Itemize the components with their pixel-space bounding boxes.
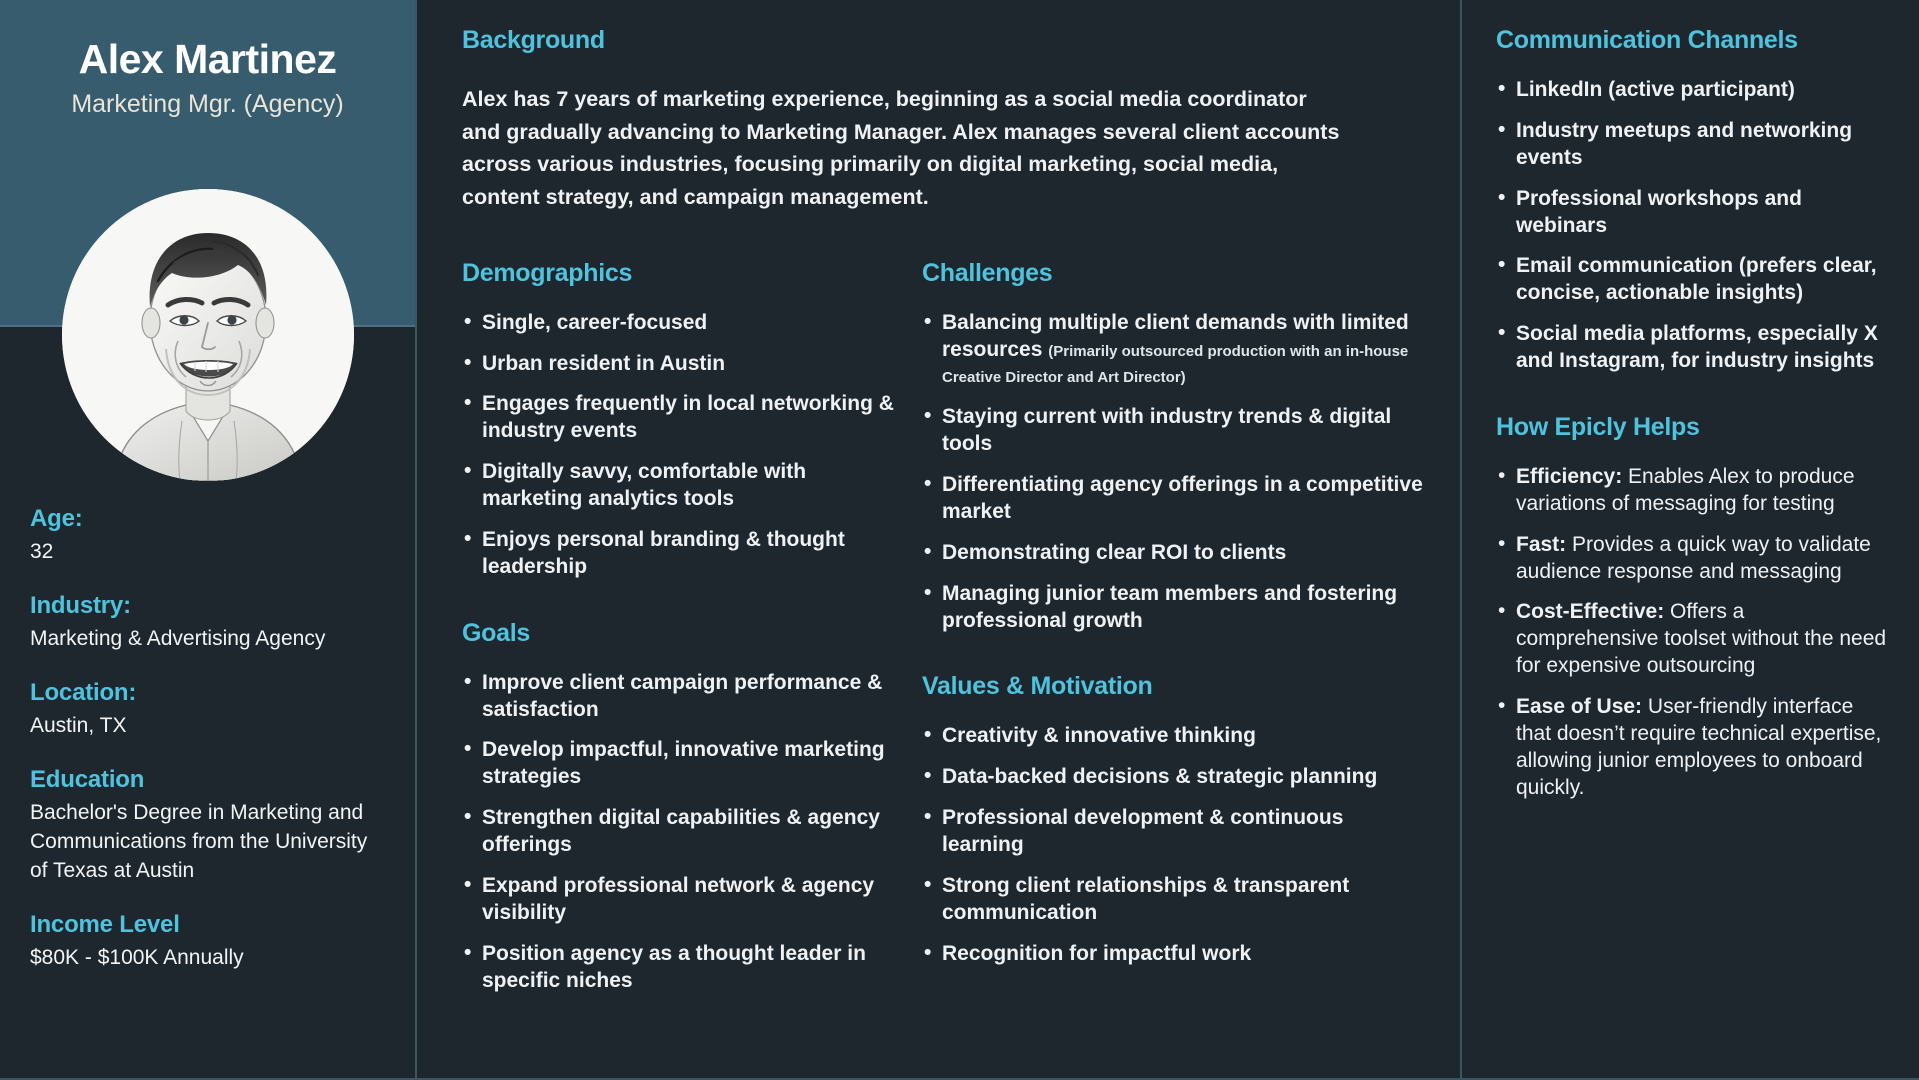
demographics-heading: Demographics: [462, 258, 633, 287]
list-item-text: Balancing multiple client demands with limited resources: [942, 310, 1409, 361]
persona-sidebar: [0, 0, 417, 1078]
values-heading: Values & Motivation: [922, 672, 1153, 701]
field-age-label: Age:: [30, 505, 83, 532]
field-age: [30, 505, 389, 567]
portrait-avatar-icon: [62, 189, 354, 481]
field-education: [30, 766, 389, 886]
list-item: • Expand professional network & agency visibility: [462, 873, 894, 927]
help-list: [1496, 464, 1889, 802]
field-education-value: Bachelor's Degree in Marketing and Communications from the University of Texas at Austin: [30, 800, 368, 882]
field-location-label: Location:: [30, 678, 137, 706]
list-item: • Urban resident in Austin: [462, 351, 894, 378]
communication-list: [1496, 77, 1889, 375]
goals-heading: Goals: [462, 618, 530, 647]
list-item: • Single, career-focused: [462, 310, 894, 337]
list-item: • Improve client campaign performance & satisfaction: [462, 670, 894, 724]
list-item-lead: Efficiency:: [1516, 464, 1623, 488]
list-item: [1496, 464, 1889, 518]
list-item: • Professional workshops and webinars: [1496, 186, 1889, 240]
demographics-list: [462, 310, 894, 581]
list-item: • Recognition for impactful work: [922, 941, 1430, 968]
values-list: [922, 723, 1430, 967]
list-item: • Professional development & continuous learning: [922, 805, 1430, 859]
field-age-value: 32: [30, 540, 54, 563]
list-item: [1496, 694, 1889, 802]
field-income-label: Income Level: [30, 910, 180, 938]
list-item-lead: Ease of Use:: [1516, 695, 1643, 718]
field-location: [30, 679, 389, 741]
list-item: • Differentiating agency offerings in a competitive market: [922, 472, 1430, 526]
field-industry: [30, 592, 389, 654]
list-item: • Digitally savvy, comfortable with marketing analytics tools: [462, 459, 894, 513]
sidebar-field-list: [30, 505, 389, 998]
main-panel: [417, 0, 1462, 1078]
challenges-heading: Challenges: [922, 258, 1053, 287]
page-title: Alex Martinez: [78, 36, 337, 82]
field-income: [30, 911, 389, 973]
list-item: • Industry meetups and networking events: [1496, 118, 1889, 172]
field-income-value: $80K - $100K Annually: [30, 945, 244, 969]
list-item: • Staying current with industry trends & digital tools: [922, 404, 1430, 458]
background-text: Alex has 7 years of marketing experience, beginning as a social media coordinator and gradually advancing to Marketing Manager. Alex manages several client accounts across various industries, focusing primarily on digital marketing, social media, content strategy, and campaign management.: [462, 87, 1340, 210]
goals-list: [462, 670, 894, 995]
persona-role-subtitle: Marketing Mgr. (Agency): [71, 90, 344, 118]
field-industry-value: Marketing & Advertising Agency: [30, 626, 326, 650]
list-item: • Position agency as a thought leader in specific niches: [462, 941, 894, 995]
list-item: • Engages frequently in local networking & industry events: [462, 391, 894, 445]
communication-heading: Communication Channels: [1496, 26, 1798, 54]
list-item: [1496, 532, 1889, 586]
list-item: • Creativity & innovative thinking: [922, 723, 1430, 750]
column-demographics-goals: [462, 259, 922, 1009]
field-industry-label: Industry:: [30, 591, 131, 619]
list-item: • Strong client relationships & transparent communication: [922, 873, 1430, 927]
challenges-list: [922, 310, 1430, 635]
field-location-value: Austin, TX: [30, 713, 127, 737]
list-item-text: Offers a comprehensive toolset without the need for expensive outsourcing: [1516, 600, 1887, 678]
list-item-text: Enables Alex to produce variations of messaging for testing: [1516, 464, 1855, 515]
avatar: [62, 189, 354, 481]
field-education-label: Education: [30, 765, 145, 793]
list-item: • Enjoys personal branding & thought leadership: [462, 527, 894, 581]
background-heading: Background: [462, 26, 605, 54]
list-item: [922, 310, 1430, 391]
list-item: • Managing junior team members and fostering professional growth: [922, 581, 1430, 635]
list-item: • Social media platforms, especially X and Instagram, for industry insights: [1496, 321, 1889, 375]
column-challenges-values: [922, 259, 1430, 1009]
side-panel: [1462, 0, 1919, 1078]
list-item: • Develop impactful, innovative marketing strategies: [462, 737, 894, 791]
help-heading: How Epicly Helps: [1496, 412, 1700, 441]
list-item: • Strengthen digital capabilities & agency offerings: [462, 805, 894, 859]
list-item-note: (Primarily outsourced production with an in-house Creative Director and Art Director): [942, 342, 1409, 387]
list-item: • LinkedIn (active participant): [1496, 77, 1889, 104]
list-item-text: User-friendly interface that doesn’t require technical expertise, allowing junior employees to onboard quickly.: [1516, 695, 1882, 799]
list-item-lead: Fast:: [1516, 532, 1567, 556]
list-item: [1496, 599, 1889, 680]
list-item: • Data-backed decisions & strategic planning: [922, 764, 1430, 791]
middle-columns: [462, 259, 1430, 1009]
list-item-text: Provides a quick way to validate audience response and messaging: [1516, 532, 1871, 583]
list-item: • Demonstrating clear ROI to clients: [922, 540, 1430, 567]
list-item-lead: Cost-Effective:: [1516, 600, 1665, 624]
list-item: • Email communication (prefers clear, concise, actionable insights): [1496, 253, 1889, 307]
